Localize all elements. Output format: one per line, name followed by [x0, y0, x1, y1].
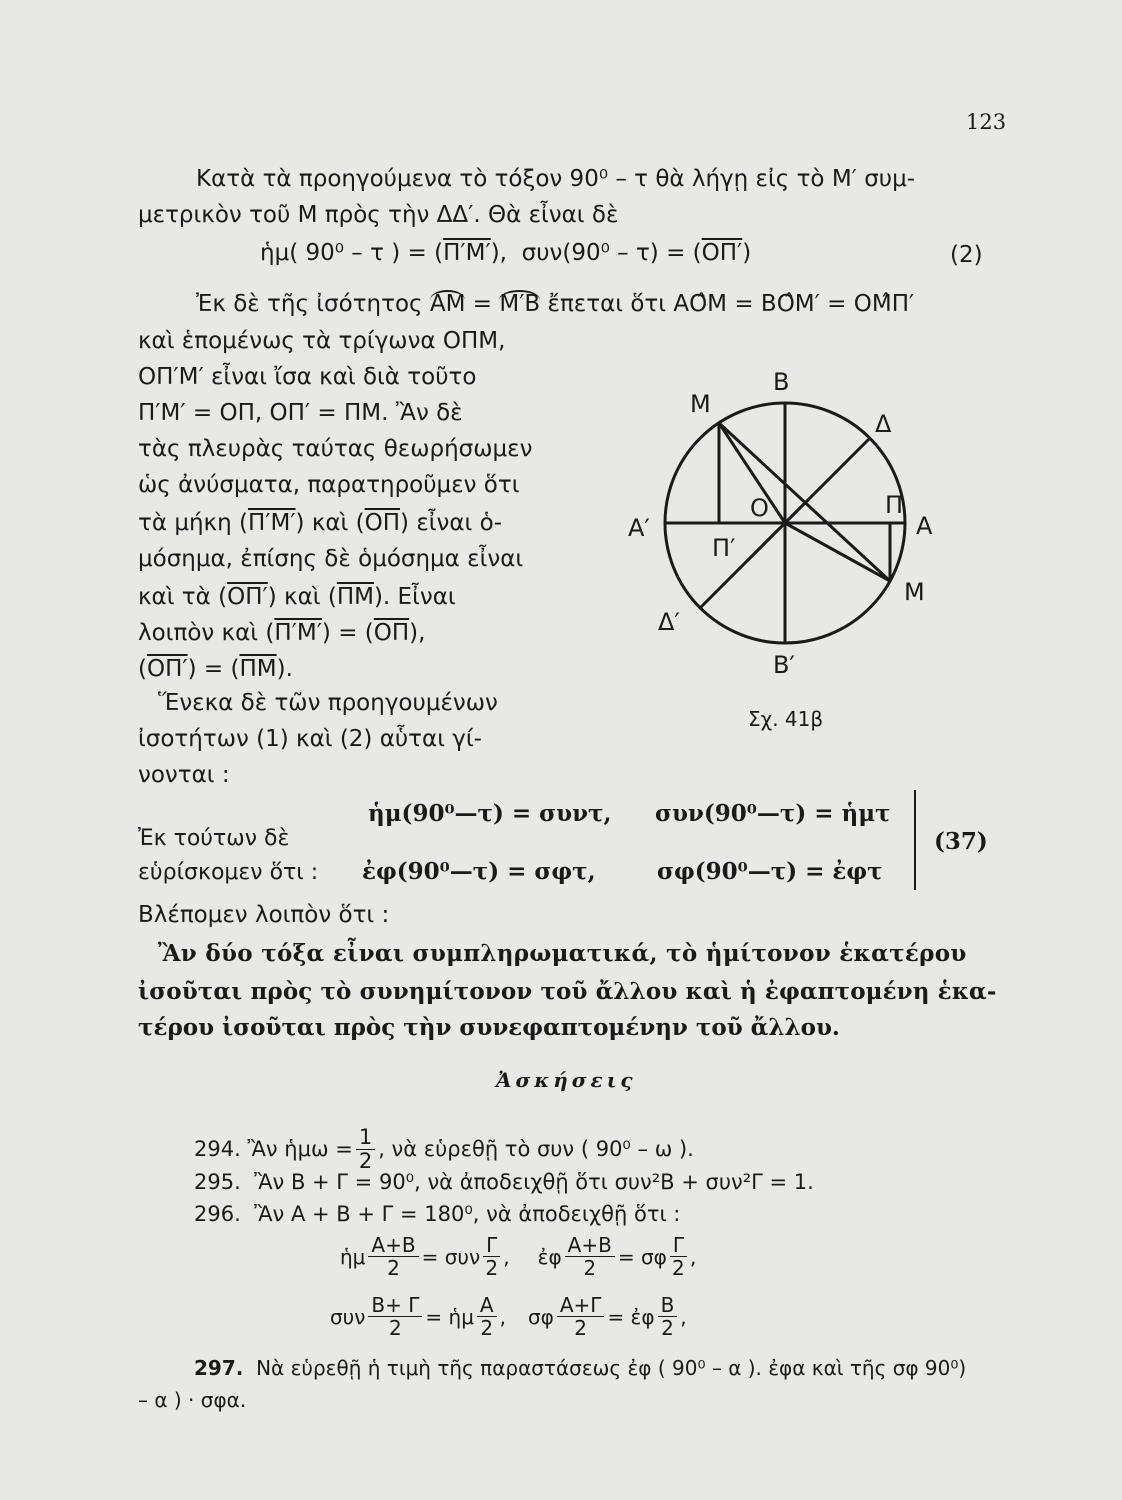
arc-MB: Μ′Β: [499, 291, 541, 317]
text-fragment: ) καὶ (: [267, 584, 337, 610]
label-Delta-top: Δ: [875, 410, 892, 438]
text-fragment: ) = (: [321, 620, 374, 646]
text-line: [138, 512, 502, 535]
exercise-297-text-1: Νὰ εὑρεθῇ ἡ τιμὴ τῆς παραστάσεως ἐφ ( 90⁰ – α ). ἐφα καὶ τῆς σφ 90⁰): [256, 1356, 967, 1380]
equation-2-left-b: ),: [490, 240, 507, 266]
equation-2-right-b: ): [742, 240, 752, 266]
theorem-line-2: ἰσοῦται πρὸς τὸ συνημίτονον τοῦ ἄλλου καὶ ἡ ἐφαπτομένη ἑκα-: [138, 978, 997, 1005]
exercise-296: [194, 1204, 680, 1225]
text-line: τὰς πλευρὰς ταύτας θεωρήσωμεν: [138, 436, 533, 462]
exercise-294-text-a: Ἂν ἡμω =: [247, 1137, 353, 1162]
fraction: [356, 1126, 375, 1173]
fraction-denominator: 2: [574, 1316, 587, 1340]
text-line: νονται :: [138, 762, 230, 788]
label-Pi: Π: [885, 491, 904, 519]
fraction: [557, 1294, 605, 1339]
fraction: [368, 1294, 422, 1339]
vector: Π′Μ′: [274, 620, 322, 646]
isotes-text-b: ἔπεται ὅτι: [547, 291, 667, 317]
exercise-297-line-1: [194, 1358, 966, 1378]
identity-fn: σφ: [527, 1304, 554, 1329]
theorem-line-1: Ἂν δύο τόξα εἶναι συμπληρωματικά, τὸ ἡμίτονον ἑκατέρου: [158, 940, 967, 967]
label-Delta-prime: Δ′: [658, 608, 680, 636]
text-line: καὶ ἑπομένως τὰ τρίγωνα ΟΠΜ,: [138, 328, 506, 354]
vector: $\overline{O\Pi}$: [364, 510, 401, 536]
vector: $\overline{\Pi M}$: [239, 656, 277, 682]
fraction-numerator: Α+Γ: [557, 1294, 605, 1317]
formula-37-brace: [914, 790, 916, 890]
text-fragment: ),: [409, 620, 426, 646]
fraction-denominator: 2: [661, 1316, 674, 1340]
vector: ΟΠ′: [227, 584, 268, 610]
page-number: 123: [966, 110, 1007, 134]
equation-2-left-vector: Π′Μ′: [443, 240, 491, 266]
text-line: Π′Μ′ = ΟΠ, ΟΠ′ = ΠΜ. Ἂν δὲ: [138, 400, 463, 426]
text-fragment: ) = (: [187, 656, 240, 682]
text-line: ἰσοτήτων (1) καὶ (2) αὗται γί-: [138, 726, 482, 752]
intro-line-1: Κατὰ τὰ προηγούμενα τὸ τόξον 90⁰ – τ θὰ λήγῃ εἰς τὸ Μ′ συμ-: [196, 166, 916, 192]
theorem-line-3: τέρου ἰσοῦται πρὸς τὴν συνεφαπτομένην τοῦ ἄλλου.: [138, 1014, 840, 1041]
text-fragment: λοιπὸν καὶ (: [138, 620, 275, 646]
exercise-295: [194, 1172, 814, 1193]
label-A: Α: [916, 512, 933, 540]
formula-37-row2-left: ἐφ(90⁰—τ) = σφτ,: [362, 858, 596, 885]
vector: $\overline{O\Pi}$: [373, 620, 410, 646]
identity-eq: = συν: [421, 1244, 481, 1269]
exercise-294-number: 294.: [194, 1137, 241, 1162]
text-fragment: ) εἶναι ὁ-: [400, 510, 503, 536]
fraction-denominator: 2: [387, 1256, 400, 1280]
identity-comma: ,: [499, 1304, 506, 1329]
intro-line-2: μετρικὸν τοῦ Μ πρὸς τὴν ΔΔ′. Θὰ εἶναι δὲ: [138, 202, 619, 228]
equation-2: [260, 242, 751, 265]
exercise-296-number: 296.: [194, 1202, 241, 1226]
equation-2-right-vector: ΟΠ′: [701, 240, 743, 266]
fraction-numerator: Α: [477, 1294, 497, 1317]
figure-caption: Σχ. 41β: [748, 707, 824, 731]
label-A-prime: Α′: [628, 514, 650, 542]
formula-37-row1-right: συν(90⁰—τ) = ἡμτ: [655, 800, 891, 827]
identity-fn: ἐφ: [537, 1244, 562, 1269]
identity-row-1: [340, 1234, 696, 1279]
fraction: [565, 1234, 615, 1279]
formula-37-row1-left: ἡμ(90⁰—τ) = συντ,: [368, 800, 612, 827]
exercise-294: [194, 1126, 694, 1173]
isotes-line: [196, 290, 914, 316]
fraction: [658, 1294, 678, 1339]
exercise-297-number: 297.: [194, 1356, 244, 1380]
vector: $\overline{\Pi M}$: [336, 584, 374, 610]
exercise-295-text: Ἂν Β + Γ = 90⁰, νὰ ἀποδειχθῇ ὅτι συν²Β + συν²Γ = 1.: [254, 1170, 814, 1194]
arc-AM: ΑΜ: [429, 291, 466, 317]
text-fragment: ). Εἶναι: [373, 584, 456, 610]
line-M-O-M: [719, 423, 890, 581]
identity-eq: = ἡμ: [425, 1304, 474, 1329]
fraction-numerator: Γ: [670, 1234, 687, 1257]
fraction-denominator: 2: [583, 1256, 597, 1280]
fraction: [483, 1234, 500, 1279]
fraction-numerator: Α+Β: [565, 1234, 615, 1257]
label-B: Β: [773, 368, 790, 396]
exercises-title: Ἀσκήσεις: [496, 1068, 637, 1092]
text-line: Ἕνεκα δὲ τῶν προηγουμένων: [158, 690, 498, 716]
equation-2-right-a: συν(90⁰ – τ) = (: [521, 240, 702, 266]
text-fragment: τὰ μήκη (: [138, 510, 248, 536]
isotes-eq: =: [472, 291, 493, 317]
exercise-296-text: Ἂν Α + Β + Γ = 180⁰, νὰ ἀποδειχθῇ ὅτι :: [254, 1202, 681, 1226]
formula-37-row2-right: σφ(90⁰—τ) = ἐφτ: [657, 858, 883, 885]
identity-comma: ,: [680, 1304, 687, 1329]
fraction-denominator: 2: [672, 1256, 685, 1280]
fraction: [477, 1294, 497, 1339]
fraction-denominator: 2: [389, 1316, 402, 1340]
label-M-right: Μ: [904, 578, 925, 606]
formula-37-side-text-2: εὑρίσκομεν ὅτι :: [138, 860, 319, 885]
label-M-top: Μ: [690, 390, 711, 418]
identity-eq: = ἐφ: [607, 1304, 655, 1329]
label-O: Ο: [750, 494, 769, 522]
identity-row-2: [330, 1294, 687, 1339]
text-line: μόσημα, ἐπίσης δὲ ὁμόσημα εἶναι: [138, 546, 524, 572]
text-line: [138, 586, 456, 609]
equation-2-left-a: ἡμ( 90⁰ – τ ) = (: [260, 240, 444, 266]
exercise-294-text-b: , νὰ εὑρεθῇ τὸ συν ( 90⁰ – ω ).: [378, 1137, 694, 1162]
fraction-numerator: Β+ Γ: [368, 1294, 422, 1317]
fraction-denominator: 2: [358, 1149, 373, 1174]
fraction-denominator: 2: [485, 1256, 499, 1280]
identity-comma: ,: [503, 1244, 510, 1269]
text-fragment: ).: [276, 656, 293, 682]
equation-2-label: (2): [950, 242, 983, 268]
vector: Π′Μ′: [247, 510, 296, 536]
isotes-text-a: Ἐκ δὲ τῆς ἰσότητος: [196, 291, 423, 317]
unit-circle-figure: [620, 368, 950, 738]
exercise-297-line-2: – α ) · σφα.: [138, 1388, 247, 1412]
label-B-prime: Β′: [773, 651, 795, 679]
text-fragment: ) καὶ (: [295, 510, 365, 536]
fraction-numerator: Γ: [483, 1234, 500, 1257]
isotes-angles: ΑΟ̂Μ = ΒΟ̂Μ′ = ΟΜ̂Π′: [673, 291, 915, 317]
identity-fn: συν: [330, 1304, 366, 1329]
conclusion-intro: Βλέπομεν λοιπὸν ὅτι :: [138, 902, 390, 928]
label-Pi-prime: Π′: [712, 534, 736, 562]
formula-37-side-text-1: Ἐκ τούτων δὲ: [138, 826, 290, 851]
vector: ΟΠ′: [146, 656, 188, 682]
identity-comma: ,: [689, 1244, 697, 1269]
fraction-denominator: 2: [480, 1316, 494, 1340]
text-line: [138, 622, 425, 645]
identity-fn: ἡμ: [340, 1244, 366, 1269]
fraction: [368, 1234, 418, 1279]
fraction: [670, 1234, 687, 1279]
fraction-numerator: 1: [356, 1126, 375, 1150]
text-line: ὡς ἀνύσματα, παρατηροῦμεν ὅτι: [138, 472, 520, 498]
identity-eq: = σφ: [617, 1244, 667, 1269]
fraction-numerator: Α+Β: [368, 1234, 418, 1257]
formula-37-label: (37): [934, 828, 988, 855]
exercise-295-number: 295.: [194, 1170, 241, 1194]
text-fragment: (: [138, 656, 147, 682]
fraction-numerator: Β: [658, 1294, 678, 1317]
text-line: [138, 658, 293, 681]
text-line: ΟΠ′Μ′ εἶναι ἴσα καὶ διὰ τοῦτο: [138, 364, 477, 390]
text-fragment: καὶ τὰ (: [138, 584, 228, 610]
